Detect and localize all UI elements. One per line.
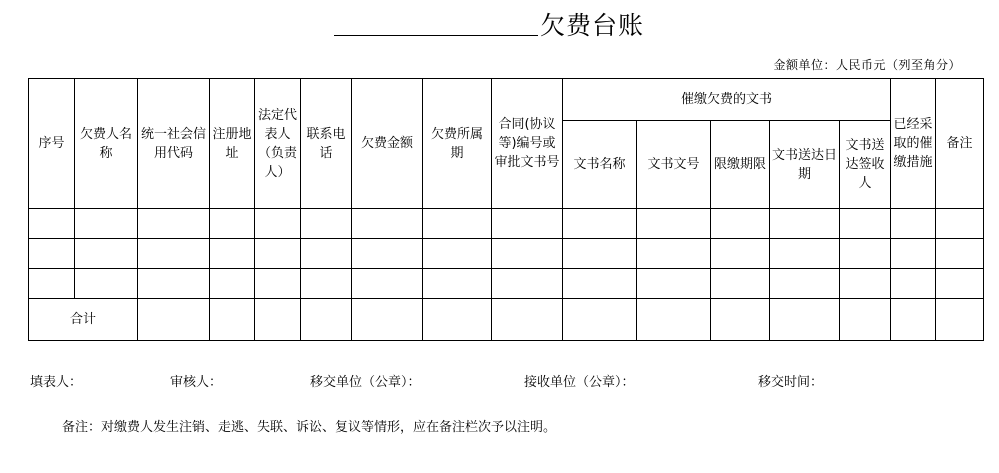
remarks-note: 备注：对缴费人发生注销、走逃、失联、诉讼、复议等情形，应在备注栏次予以注明。: [62, 420, 557, 435]
table-cell: [301, 209, 352, 239]
header-contract-no: 合同(协议等)编号或审批文书号: [492, 79, 563, 209]
table-cell: [75, 269, 138, 299]
header-period: 欠费所属期: [423, 79, 492, 209]
table-row: [29, 209, 984, 239]
title-blank-line: [334, 35, 538, 36]
table-cell: [637, 209, 711, 239]
ledger-table: [28, 78, 984, 341]
table-row: [29, 239, 984, 269]
table-cell: [563, 299, 637, 341]
table-cell: [138, 269, 210, 299]
table-cell: [770, 209, 840, 239]
title-row: [0, 4, 999, 40]
table-cell: [75, 239, 138, 269]
table-cell: [711, 239, 770, 269]
table-cell: [255, 209, 301, 239]
header-address: 注册地址: [210, 79, 255, 209]
table-cell: [138, 239, 210, 269]
table-cell: [770, 269, 840, 299]
table-cell: [138, 299, 210, 341]
reviewer-label: 审核人：: [170, 375, 223, 390]
table-cell: [210, 209, 255, 239]
header-amount: 欠费金额: [352, 79, 423, 209]
table-cell: [29, 239, 75, 269]
table-cell: [936, 269, 984, 299]
table-cell: [423, 299, 492, 341]
header-delivery-date: 文书送达日期: [770, 121, 840, 209]
total-row: [29, 299, 984, 341]
table-cell: [301, 269, 352, 299]
table-cell: [352, 209, 423, 239]
table-cell: [138, 209, 210, 239]
header-doc-no: 文书文号: [637, 121, 711, 209]
table-cell: [423, 269, 492, 299]
table-row: [29, 269, 984, 299]
table-cell: [637, 239, 711, 269]
header-measures: 已经采取的催缴措施: [891, 79, 936, 209]
header-legal-rep: 法定代表人（负责人）: [255, 79, 301, 209]
table-cell: [255, 269, 301, 299]
table-cell: [891, 269, 936, 299]
transfer-time-label: 移交时间：: [758, 375, 824, 390]
table-cell: [563, 209, 637, 239]
table-cell: [711, 299, 770, 341]
header-seq: 序号: [29, 79, 75, 209]
unit-note: 金额单位：人民币元（列至角分）: [773, 58, 961, 72]
table-cell: [711, 209, 770, 239]
table-cell: [255, 299, 301, 341]
table-cell: [492, 299, 563, 341]
table-cell: [840, 209, 891, 239]
table-cell: [840, 239, 891, 269]
table-cell: [711, 269, 770, 299]
table-cell: [492, 269, 563, 299]
table-cell: [492, 239, 563, 269]
table-cell: [210, 269, 255, 299]
table-cell: [563, 239, 637, 269]
header-deadline: 限缴期限: [711, 121, 770, 209]
table-cell: [423, 209, 492, 239]
table-cell: [352, 269, 423, 299]
table-cell: [891, 239, 936, 269]
table-cell: [770, 239, 840, 269]
table-cell: [210, 299, 255, 341]
table-cell: [936, 299, 984, 341]
header-receiver: 文书送达签收人: [840, 121, 891, 209]
table-cell: [255, 239, 301, 269]
filler-label: 填表人：: [30, 375, 83, 390]
total-label: 合计: [29, 299, 138, 341]
table-cell: [75, 209, 138, 239]
table-cell: [492, 209, 563, 239]
table-cell: [423, 239, 492, 269]
table-cell: [301, 239, 352, 269]
table-cell: [891, 209, 936, 239]
header-debtor-name: 欠费人名称: [75, 79, 138, 209]
table-cell: [637, 299, 711, 341]
page-title: 欠费台账: [540, 11, 645, 40]
table-cell: [352, 239, 423, 269]
table-cell: [29, 269, 75, 299]
header-doc-name: 文书名称: [563, 121, 637, 209]
transfer-unit-label: 移交单位（公章）：: [310, 375, 421, 390]
table-cell: [637, 269, 711, 299]
table-cell: [936, 209, 984, 239]
table-cell: [770, 299, 840, 341]
table-cell: [210, 239, 255, 269]
table-cell: [840, 299, 891, 341]
header-doc-group: 催缴欠费的文书: [563, 79, 891, 121]
table-cell: [563, 269, 637, 299]
table-cell: [936, 239, 984, 269]
table-cell: [29, 209, 75, 239]
table-cell: [840, 269, 891, 299]
receive-unit-label: 接收单位（公章）：: [524, 375, 635, 390]
header-remarks: 备注: [936, 79, 984, 209]
header-credit-code: 统一社会信用代码: [138, 79, 210, 209]
table-cell: [352, 299, 423, 341]
table-cell: [891, 299, 936, 341]
table-cell: [301, 299, 352, 341]
header-phone: 联系电话: [301, 79, 352, 209]
